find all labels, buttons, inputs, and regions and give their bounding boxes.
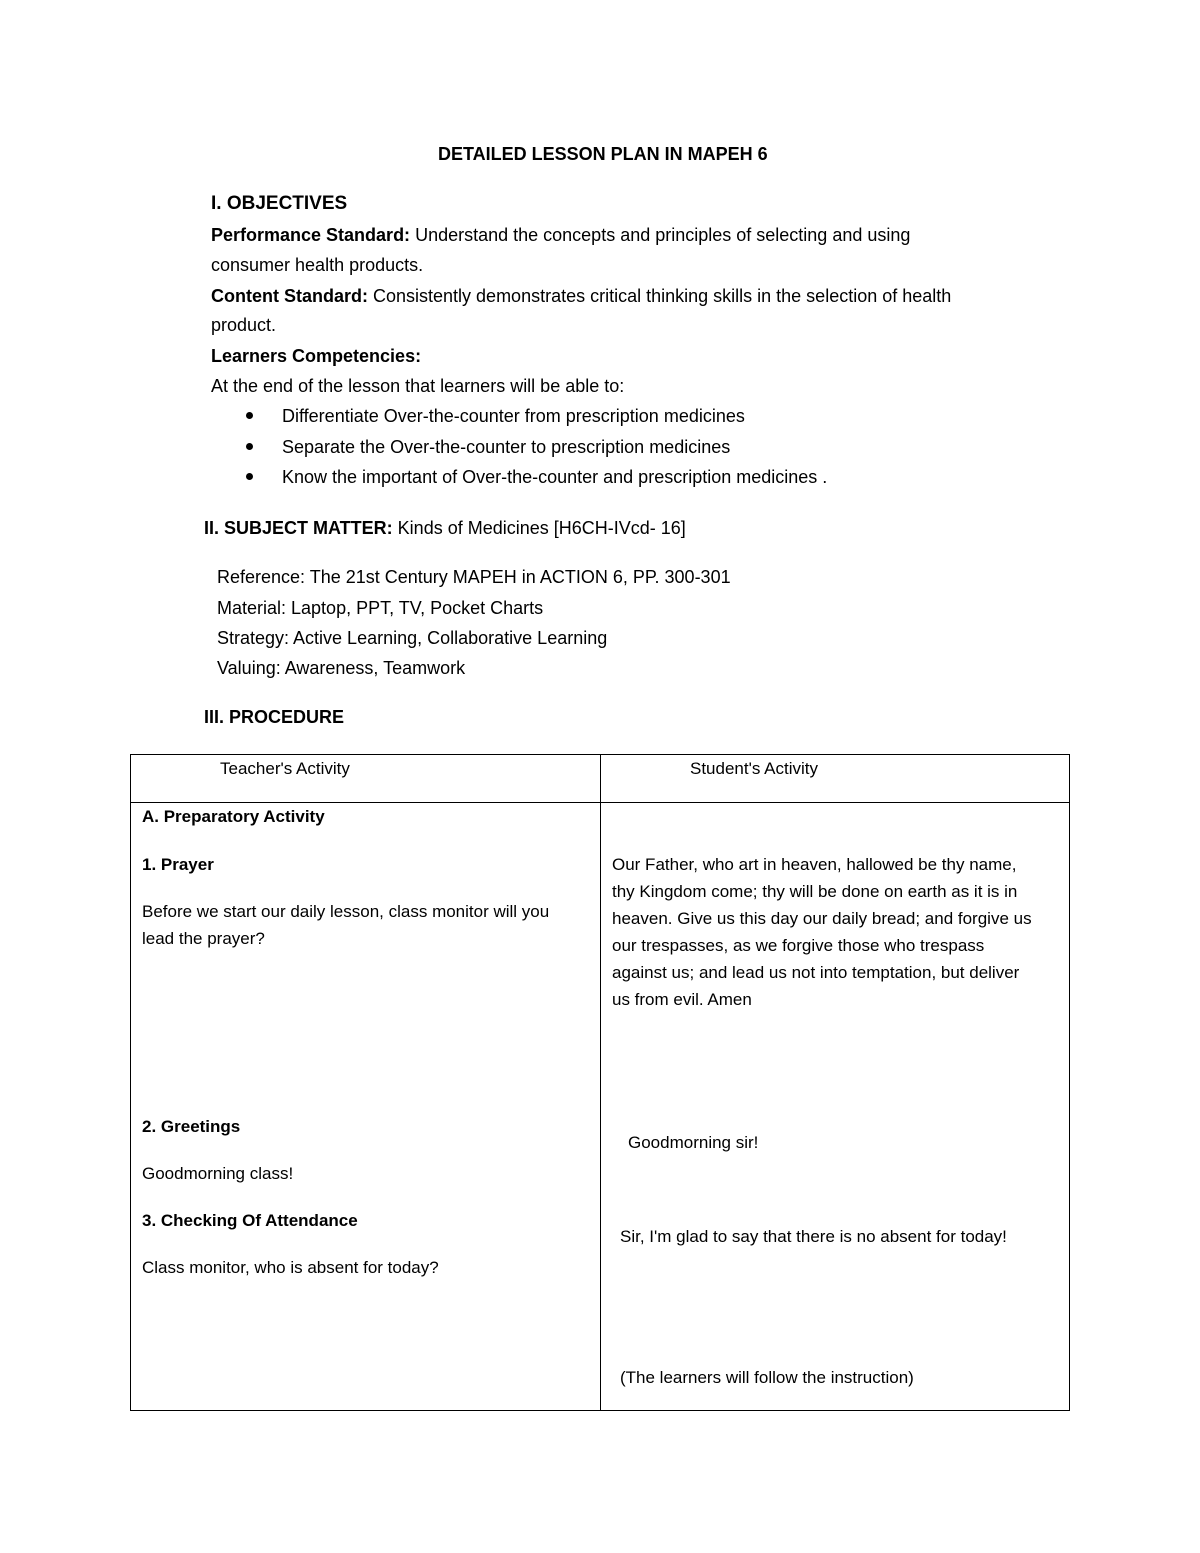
attendance-heading: 3. Checking Of Attendance [142, 1211, 358, 1230]
document-title: DETAILED LESSON PLAN IN MAPEH 6 [438, 144, 768, 164]
prayer-student-line: against us; and lead us not into temptation, but deliver [612, 963, 1020, 982]
content-standard [211, 286, 951, 307]
greetings-teacher: Goodmorning class! [142, 1164, 294, 1183]
greetings-heading: 2. Greetings [142, 1117, 241, 1136]
strategy-line: Strategy: Active Learning, Collaborative Learning [217, 628, 608, 648]
subject-matter [204, 518, 686, 539]
performance-standard-text: Understand the concepts and principles of selecting and using [410, 225, 911, 245]
instruction-student: (The learners will follow the instruction) [620, 1368, 914, 1387]
greetings-student: Goodmorning sir! [628, 1133, 759, 1152]
prayer-teacher-line: lead the prayer? [142, 929, 265, 948]
competency-item: Differentiate Over-the-counter from prescription medicines [282, 406, 745, 426]
preparatory-activity-heading: A. Preparatory Activity [142, 807, 325, 826]
content-standard-text: Consistently demonstrates critical thinking skills in the selection of health [368, 286, 952, 306]
prayer-student-line: thy Kingdom come; thy will be done on earth as it is in [612, 882, 1018, 901]
competencies-label: Learners Competencies: [211, 346, 422, 366]
teacher-activity-header: Teacher's Activity [220, 759, 350, 778]
objectives-heading: I. OBJECTIVES [211, 193, 348, 214]
performance-standard-text-2: consumer health products. [211, 255, 424, 275]
content-standard-label: Content Standard: [211, 286, 368, 306]
attendance-teacher: Class monitor, who is absent for today? [142, 1258, 439, 1277]
valuing-line: Valuing: Awareness, Teamwork [217, 658, 466, 678]
bullet-dot-icon [246, 412, 253, 419]
bullet-dot-icon [246, 473, 253, 480]
bullet-dot-icon [246, 443, 253, 450]
reference-line: Reference: The 21st Century MAPEH in ACTION 6, PP. 300-301 [217, 567, 731, 587]
table-column-divider [600, 755, 601, 1410]
prayer-student-line: us from evil. Amen [612, 990, 752, 1009]
procedure-table [130, 754, 1070, 1411]
prayer-heading: 1. Prayer [142, 855, 214, 874]
subject-matter-text: Kinds of Medicines [H6CH-IVcd- 16] [392, 518, 686, 538]
subject-matter-label: II. SUBJECT MATTER: [204, 518, 393, 538]
prayer-student-line: heaven. Give us this day our daily bread; and forgive us [612, 909, 1032, 928]
performance-standard [211, 225, 910, 246]
competencies-intro: At the end of the lesson that learners will be able to: [211, 376, 625, 396]
material-line: Material: Laptop, PPT, TV, Pocket Charts [217, 598, 544, 618]
competency-item: Know the important of Over-the-counter and prescription medicines . [282, 467, 828, 487]
competency-item: Separate the Over-the-counter to prescription medicines [282, 437, 731, 457]
prayer-student-line: Our Father, who art in heaven, hallowed be thy name, [612, 855, 1017, 874]
procedure-heading: III. PROCEDURE [204, 707, 345, 727]
content-standard-text-2: product. [211, 315, 277, 335]
prayer-teacher-line: Before we start our daily lesson, class monitor will you [142, 902, 550, 921]
prayer-student-line: our trespasses, as we forgive those who trespass [612, 936, 985, 955]
performance-standard-label: Performance Standard: [211, 225, 411, 245]
attendance-student: Sir, I'm glad to say that there is no absent for today! [620, 1227, 1007, 1246]
student-activity-header: Student's Activity [690, 759, 818, 778]
